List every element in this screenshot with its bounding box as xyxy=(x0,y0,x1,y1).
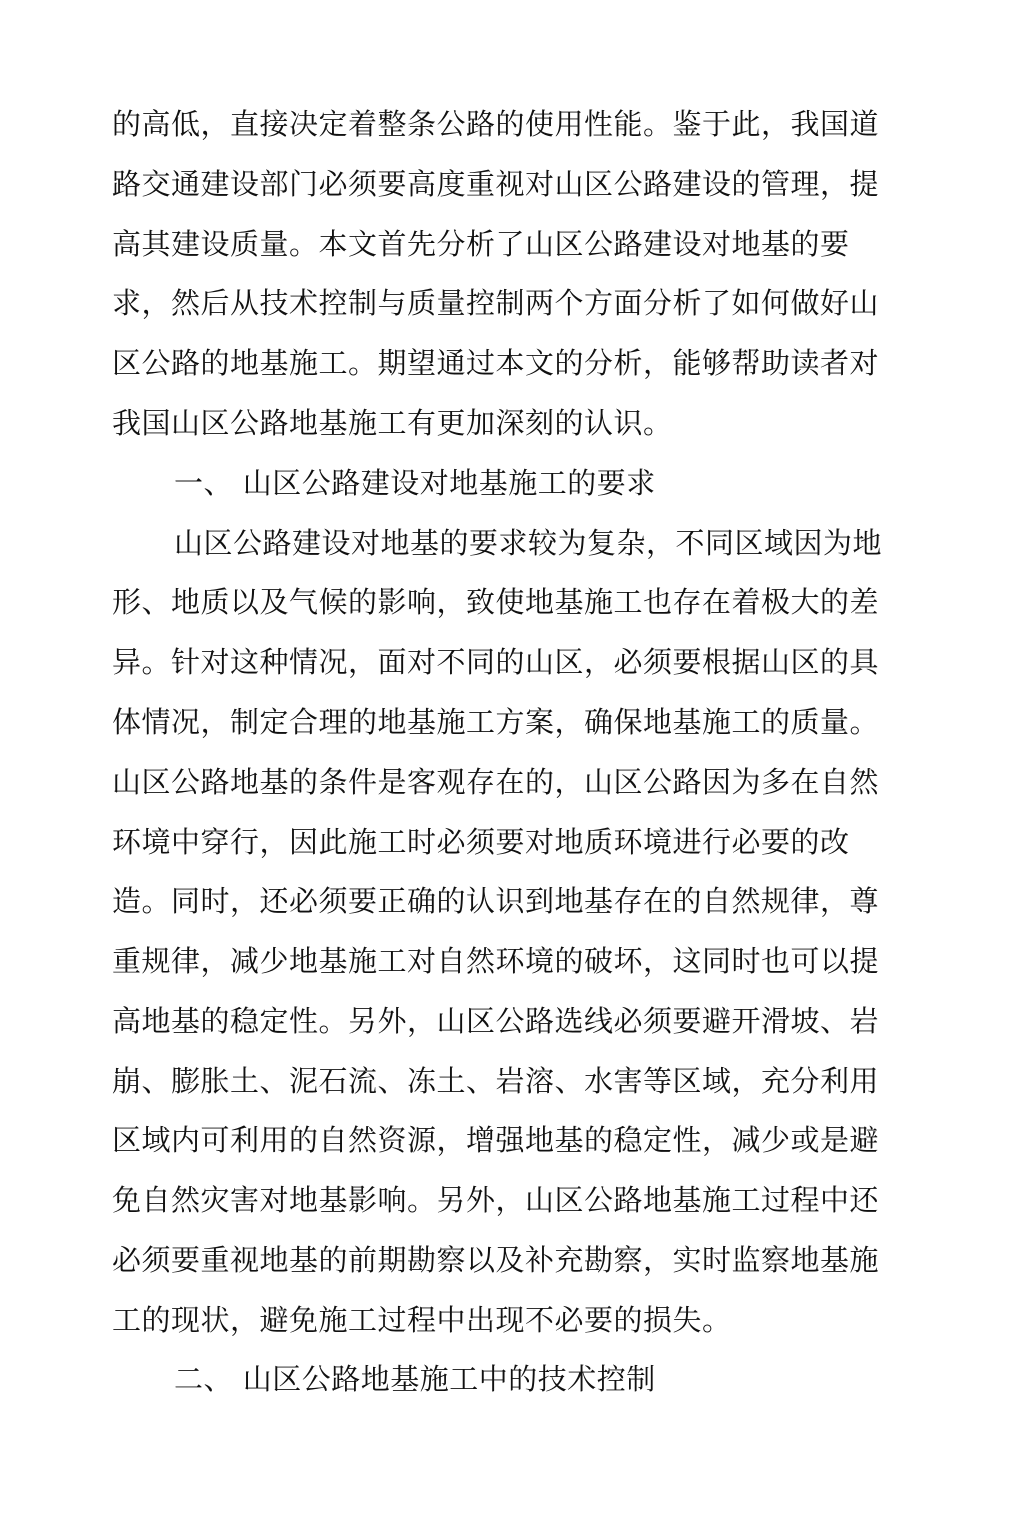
text-line: 求，然后从技术控制与质量控制两个方面分析了如何做好山 xyxy=(112,286,880,320)
text-line: 区公路的地基施工。期望通过本文的分析，能够帮助读者对 xyxy=(112,346,880,380)
text-line: 我国山区公路地基施工有更加深刻的认识。 xyxy=(112,406,673,440)
text-line: 体情况，制定合理的地基施工方案，确保地基施工的质量。 xyxy=(112,705,880,739)
text-line: 形、地质以及气候的影响，致使地基施工也存在着极大的差 xyxy=(112,585,880,619)
text-line: 崩、膨胀土、泥石流、冻土、岩溶、水害等区域，充分利用 xyxy=(112,1064,880,1098)
text-line: 异。针对这种情况，面对不同的山区，必须要根据山区的具 xyxy=(112,645,880,679)
section-heading-2: 二、 山区公路地基施工中的技术控制 xyxy=(174,1362,656,1396)
text-line: 必须要重视地基的前期勘察以及补充勘察，实时监察地基施 xyxy=(112,1243,880,1277)
text-line: 工的现状，避免施工过程中出现不必要的损失。 xyxy=(112,1303,732,1337)
text-line: 高地基的稳定性。另外，山区公路选线必须要避开滑坡、岩 xyxy=(112,1004,880,1038)
text-line: 高其建设质量。本文首先分析了山区公路建设对地基的要 xyxy=(112,227,850,261)
text-line: 的高低，直接决定着整条公路的使用性能。鉴于此，我国道 xyxy=(112,107,880,141)
text-line: 重规律，减少地基施工对自然环境的破坏，这同时也可以提 xyxy=(112,944,880,978)
paragraph-first-line: 山区公路建设对地基的要求较为复杂，不同区域因为地 xyxy=(174,526,883,560)
text-line: 造。同时，还必须要正确的认识到地基存在的自然规律，尊 xyxy=(112,884,880,918)
text-line: 环境中穿行，因此施工时必须要对地质环境进行必要的改 xyxy=(112,825,850,859)
text-line: 区域内可利用的自然资源，增强地基的稳定性，减少或是避 xyxy=(112,1123,880,1157)
text-line: 路交通建设部门必须要高度重视对山区公路建设的管理，提 xyxy=(112,167,880,201)
text-line: 山区公路地基的条件是客观存在的，山区公路因为多在自然 xyxy=(112,765,880,799)
text-line: 免自然灾害对地基影响。另外，山区公路地基施工过程中还 xyxy=(112,1183,880,1217)
section-heading-1: 一、 山区公路建设对地基施工的要求 xyxy=(174,466,656,500)
